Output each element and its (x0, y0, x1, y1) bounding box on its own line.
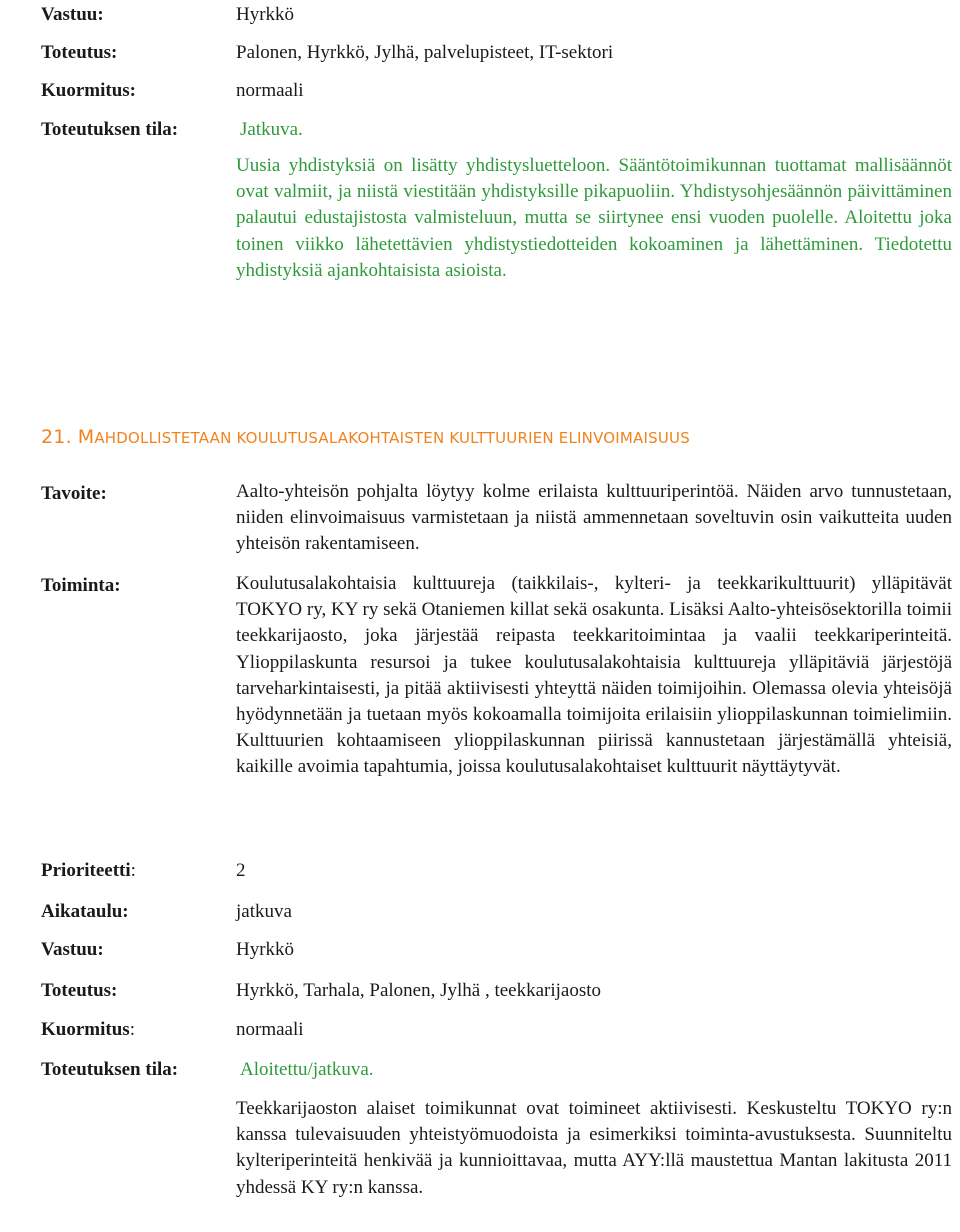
status-text-2: Teekkarijaoston alaiset toimikunnat ovat toimineet aktiivisesti. Keskusteltu TOKYO ry:n kanssa tulevaisuuden yhteistyömuodoista ja esimerkiksi toiminta-avustuksesta. Suunniteltu kylteriperinteitä henkivää ja kunnioittavaa, mutta AYY:llä maustettua Mantan lakitusta 2011 yhdessä KY ry:n kanssa. (236, 1098, 952, 1198)
label-tila: Toteutuksen tila: (41, 119, 179, 140)
value-vastuu: Hyrkkö (236, 4, 295, 25)
value-toteutus: Palonen, Hyrkkö, Jylhä, palvelupisteet, IT-sektori (236, 42, 614, 63)
field-aikataulu (41, 897, 952, 927)
section-heading (41, 422, 690, 452)
field-toteutus-2 (41, 976, 952, 1006)
field-toteutus-1 (41, 38, 952, 68)
field-tila-1 (41, 115, 952, 145)
field-kuormitus-1 (41, 76, 952, 106)
tavoite-paragraph (236, 479, 952, 558)
label-aikataulu: Aikataulu: (41, 901, 129, 922)
status-paragraph-1 (236, 153, 952, 284)
toiminta-text: Koulutusalakohtaisia kulttuureja (taikkilais-, kylteri- ja teekkarikulttuurit) ylläpitävät TOKYO ry, KY ry sekä Otaniemen killat sekä osakunta. Lisäksi Aalto-yhteisösektorilla toimii teekkarijaosto, joka järjestää reipasta teekkaritoimintaa ja vaalii teekkariperinteitä. Ylioppilaskunta resursoi ja tukee koulutusalakohtaisia kulttuureja ylläpitäviä järjestöjä tarveharkintaisesti, ja pitää aktiivisesti yhteyttä näiden toimijoihin. Olemassa olevia yhteisöjä hyödynnetään ja tuetaan myös kokoamalla toimijoita erilaisiin ylioppilaskunnan toimielimiin. Kulttuurien kohtaamiseen ylioppilaskunnan piirissä kannustetaan järjestämällä yhteisiä, kaikille avoimia tapahtumia, joissa koulutusalakohtaiset kulttuurit näyttäytyvät. (236, 573, 952, 778)
section-number: 21. (41, 426, 72, 448)
field-kuormitus-2 (41, 1015, 952, 1045)
field-vastuu-1 (41, 0, 952, 30)
status-paragraph-2 (236, 1096, 952, 1201)
field-prioriteetti (41, 856, 952, 886)
label-toiminta: Toiminta: (41, 575, 121, 596)
toiminta-paragraph (236, 571, 952, 781)
tavoite-text: Aalto-yhteisön pohjalta löytyy kolme erilaista kulttuuriperintöä. Näiden arvo tunnustetaan, niiden elinvoimaisuus varmistetaan ja niistä ammennetaan soveltuvin osin vaikutteita uuden yhteisön rakentamiseen. (236, 481, 952, 555)
label-tavoite: Tavoite: (41, 483, 107, 504)
value-tila: Jatkuva. (240, 119, 303, 140)
field-vastuu-2 (41, 935, 952, 965)
field-tila-2 (41, 1055, 952, 1085)
value-kuormitus: normaali (236, 80, 304, 101)
value-prioriteetti: 2 (236, 860, 246, 881)
section-title-rest: AHDOLLISTETAAN KOULUTUSALAKOHTAISTEN KULTTUURIEN ELINVOIMAISUUS (94, 429, 690, 447)
value-kuormitus: normaali (236, 1019, 304, 1040)
label-kuormitus: Kuormitus: (41, 1019, 135, 1040)
label-vastuu: Vastuu: (41, 4, 104, 25)
label-toteutus: Toteutus: (41, 42, 118, 63)
label-tila: Toteutuksen tila: (41, 1059, 179, 1080)
section-title-initial: M (77, 426, 95, 448)
status-text-1: Uusia yhdistyksiä on lisätty yhdistysluetteloon. Sääntötoimikunnan tuottamat mallisäännöt ovat valmiit, ja niistä viestitään yhdistyksille pikapuoliin. Yhdistysohjesäännön päivittäminen palautui edustajistosta valmisteluun, mutta se siirtynee ensi vuoden puolelle. Aloitettu joka toinen viikko lähetettävien yhdistystiedotteiden kokoaminen ja lähettäminen. Tiedotettu yhdistyksiä ajankohtaisista asioista. (236, 155, 952, 281)
label-toteutus: Toteutus: (41, 980, 118, 1001)
value-aikataulu: jatkuva (236, 901, 292, 922)
value-vastuu: Hyrkkö (236, 939, 295, 960)
label-kuormitus: Kuormitus: (41, 80, 136, 101)
label-prioriteetti: Prioriteetti: (41, 860, 136, 881)
label-vastuu: Vastuu: (41, 939, 104, 960)
value-tila: Aloitettu/jatkuva. (240, 1059, 374, 1080)
value-toteutus: Hyrkkö, Tarhala, Palonen, Jylhä , teekkarijaosto (236, 980, 602, 1001)
